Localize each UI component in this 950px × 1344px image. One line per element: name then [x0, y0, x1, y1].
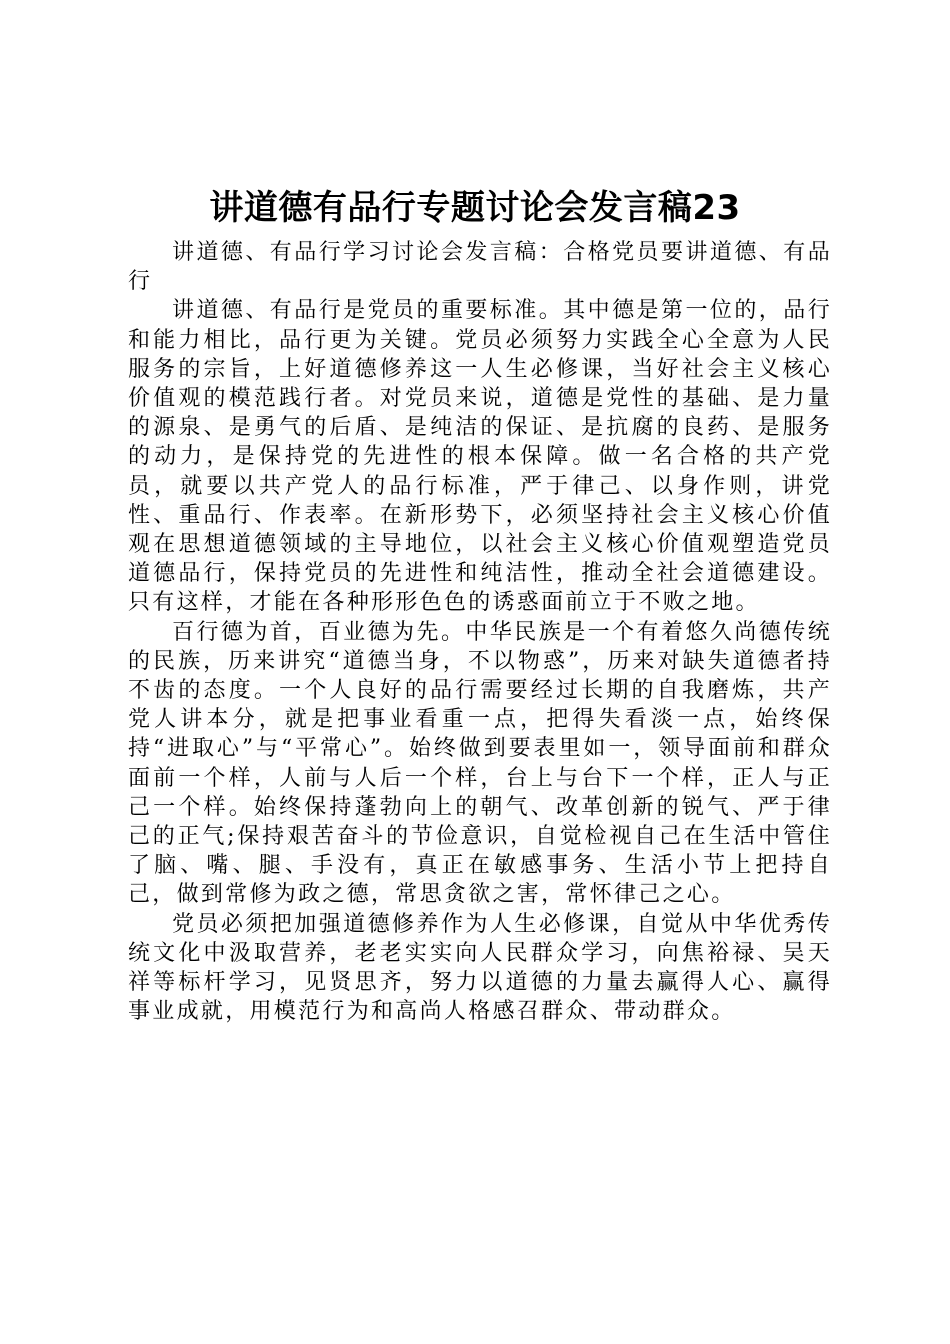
paragraph-2: 百行德为首，百业德为先。中华民族是一个有着悠久尚德传统的民族，历来讲究“道德当身，不以物惑”，历来对缺失道德者持不齿的态度。一个人良好的品行需要经过长期的自我磨炼，共产党人讲本分，就是把事业看重一点，把得失看淡一点，始终保持“进取心”与“平常心”。始终做到要表里如一，领导面前和群众面前一个样，人前与人后一个样，台上与台下一个样，正人与正己一个样。始终保持蓬勃向上的朝气、改革创新的锐气、严于律己的正气;保持艰苦奋斗的节俭意识，自觉检视自己在生活中管住了脑、嘴、腿、手没有，真正在敏感事务、生活小节上把持自己，做到常修为政之德，常思贪欲之害，常怀律己之心。	[128, 619, 832, 908]
paragraph-3: 党员必须把加强道德修养作为人生必修课，自觉从中华优秀传统文化中汲取营养，老老实实向人民群众学习，向焦裕禄、吴天祥等标杆学习，见贤思齐，努力以道德的力量去赢得人心、赢得事业成就，用模范行为和高尚人格感召群众、带动群众。	[128, 911, 832, 1025]
paragraph-1: 讲道德、有品行是党员的重要标准。其中德是第一位的，品行和能力相比，品行更为关键。党员必须努力实践全心全意为人民服务的宗旨，上好道德修养这一人生必修课，当好社会主义核心价值观的模范践行者。对党员来说，道德是党性的基础、是力量的源泉、是勇气的后盾、是纯洁的保证、是抗腐的良药、是服务的动力，是保持党的先进性的根本保障。做一名合格的共产党员，就要以共产党人的品行标准，严于律己、以身作则，讲党性、重品行、作表率。在新形势下，必须坚持社会主义核心价值观在思想道德领域的主导地位，以社会主义核心价值观塑造党员道德品行，保持党员的先进性和纯洁性，推动全社会道德建设。只有这样，才能在各种形形色色的诱惑面前立于不败之地。	[128, 298, 832, 616]
paragraph-subtitle: 讲道德、有品行学习讨论会发言稿：合格党员要讲道德、有品行	[128, 240, 832, 295]
document-title: 讲道德有品行专题讨论会发言稿23	[209, 188, 741, 228]
document-body	[128, 238, 832, 1026]
